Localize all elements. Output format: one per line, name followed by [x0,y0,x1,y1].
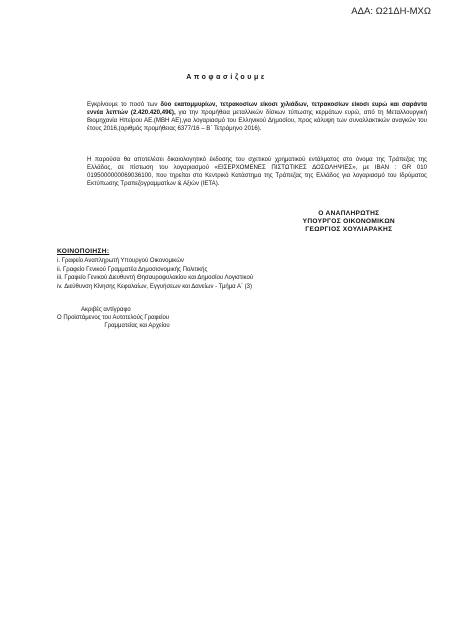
signature-ministry: ΥΠΟΥΡΓΟΣ ΟΙΚΟΝΟΜΙΚΩΝ [302,218,395,226]
decision-heading: Αποφασίζουμε [186,74,267,81]
approval-lead: Εγκρίνουμε το ποσό των [87,101,161,108]
signature-name: ΓΕΩΡΓΙΟΣ ΧΟΥΛΙΑΡΑΚΗΣ [305,226,393,234]
approval-rest: για την προμήθεια μεταλλικών δίσκων τύπωσης κερμάτων ευρώ, από τη Μεταλλουργική Βιομηχανία Ηπείρου ΑΕ.(ΜΒΗ ΑΕ),για λογαριασμό του Ελληνικού Δημοσίου, προς κάλυψη των συναλλακτικών αναγκών του έτους 2016,(αριθμός προμήθειας 6377/16 – Β΄ Τετράμηνο 2016). [87,109,427,133]
certified-copy-office: Ο Προϊστάμενος του Αυτοτελούς Γραφείου [57,315,170,321]
distribution-item: iv. Διεύθυνση Κίνησης Κεφαλαίων, Εγγυήσεων και Δανείων - Τμήμα Α΄ (3) [57,283,252,290]
certified-copy-department: Γραμματείας και Αρχείου [104,323,170,329]
distribution-item: i. Γραφείο Αναπληρωτή Υπουργού Οικονομικών [57,258,184,264]
distribution-list [57,257,253,291]
signature-title: Ο ΑΝΑΠΛΗΡΩΤΗΣ [318,210,380,217]
ada-code: ΑΔΑ: Ω21ΔΗ-ΜΧΩ [351,6,431,17]
approval-amount: δύο εκατομμυρίων, τετρακοσίων είκοσι χιλιάδων, τετρακοσίων είκοσι ευρώ και σαράντα εννέα λεπτών (2.420.420,49€), [87,101,427,117]
signature-block [303,210,395,235]
distribution-item: iii. Γραφείο Γενικού Διευθυντή Θησαυροφυλακίου και Δημοσίου Λογιστικού [57,275,254,281]
payment-paragraph: Η παρούσα θα αποτελέσει δικαιολογητικό έκδοσης του σχετικού χρηματικού εντάλματος στο όνομα της Τράπεζας της Ελλάδος, σε πίστωση του λογαριασμού «ΕΙΣΕΡΧΟΜΕΝΕΣ ΠΙΣΤΩΤΙΚΕΣ ΔΟΣΟΛΗΨΙΕΣ», με ΙΒΑΝ : GR 010 0195000000069036100, που τηρείται στο Κεντρικό Κατάστημα της Τράπεζας της Ελλάδος για λογαριασμό του Ιδρύματος Εκτύπωσης Τραπεζογραμματίων & Αξιών (ΙΕΤΑ). [87,156,427,188]
distribution-title: ΚΟΙΝΟΠΟΙΗΣΗ: [57,248,110,255]
approval-paragraph [57,101,427,133]
certified-copy-label: Ακριβές αντίγραφο [81,307,131,313]
certified-copy-block [57,306,217,330]
distribution-item: ii. Γραφείο Γενικού Γραμματέα Δημοσιονομικής Πολιτικής [57,266,208,273]
